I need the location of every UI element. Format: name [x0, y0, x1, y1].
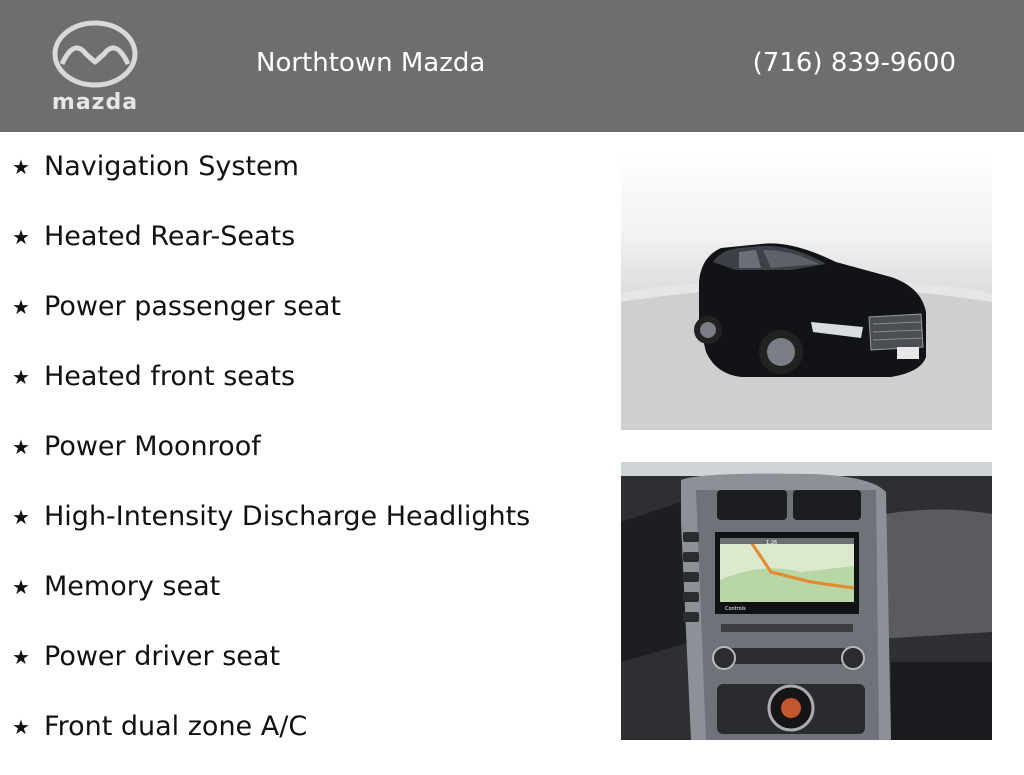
star-icon: ★ — [12, 365, 30, 389]
mazda-emblem-icon — [40, 18, 150, 90]
feature-item — [12, 495, 602, 565]
star-icon: ★ — [12, 715, 30, 739]
star-icon: ★ — [12, 505, 30, 529]
feature-label: Power driver seat — [44, 641, 281, 672]
feature-label: Front dual zone A/C — [44, 711, 308, 742]
star-icon: ★ — [12, 155, 30, 179]
star-icon: ★ — [12, 435, 30, 459]
feature-label: High-Intensity Discharge Headlights — [44, 501, 531, 532]
vehicle-interior-photo[interactable] — [621, 462, 992, 740]
feature-item — [12, 705, 602, 775]
mazda-wordmark: mazda — [51, 90, 139, 115]
star-icon: ★ — [12, 295, 30, 319]
feature-label: Power Moonroof — [44, 431, 261, 462]
star-icon: ★ — [12, 225, 30, 249]
header-bar — [0, 0, 1024, 132]
feature-label: Power passenger seat — [44, 291, 341, 322]
star-icon: ★ — [12, 645, 30, 669]
feature-item — [12, 425, 602, 495]
vehicle-exterior-photo[interactable] — [621, 152, 992, 430]
feature-label: Memory seat — [44, 571, 221, 602]
feature-label: Navigation System — [44, 151, 299, 182]
feature-label: Heated Rear-Seats — [44, 221, 296, 252]
dealer-phone[interactable]: (716) 839-9600 — [752, 48, 956, 78]
screen-clock: 1:26 — [766, 540, 778, 546]
dealer-name: Northtown Mazda — [256, 48, 486, 78]
feature-item — [12, 285, 602, 355]
feature-item — [12, 355, 602, 425]
feature-label: Heated front seats — [44, 361, 296, 392]
feature-item — [12, 215, 602, 285]
feature-item — [12, 145, 602, 215]
feature-list — [12, 145, 602, 775]
sedan-illustration — [621, 152, 992, 430]
screen-controls-label: Controls — [725, 606, 746, 612]
feature-item — [12, 565, 602, 635]
star-icon: ★ — [12, 575, 30, 599]
dashboard-illustration — [621, 462, 992, 740]
feature-item — [12, 635, 602, 705]
mazda-logo — [40, 18, 150, 118]
